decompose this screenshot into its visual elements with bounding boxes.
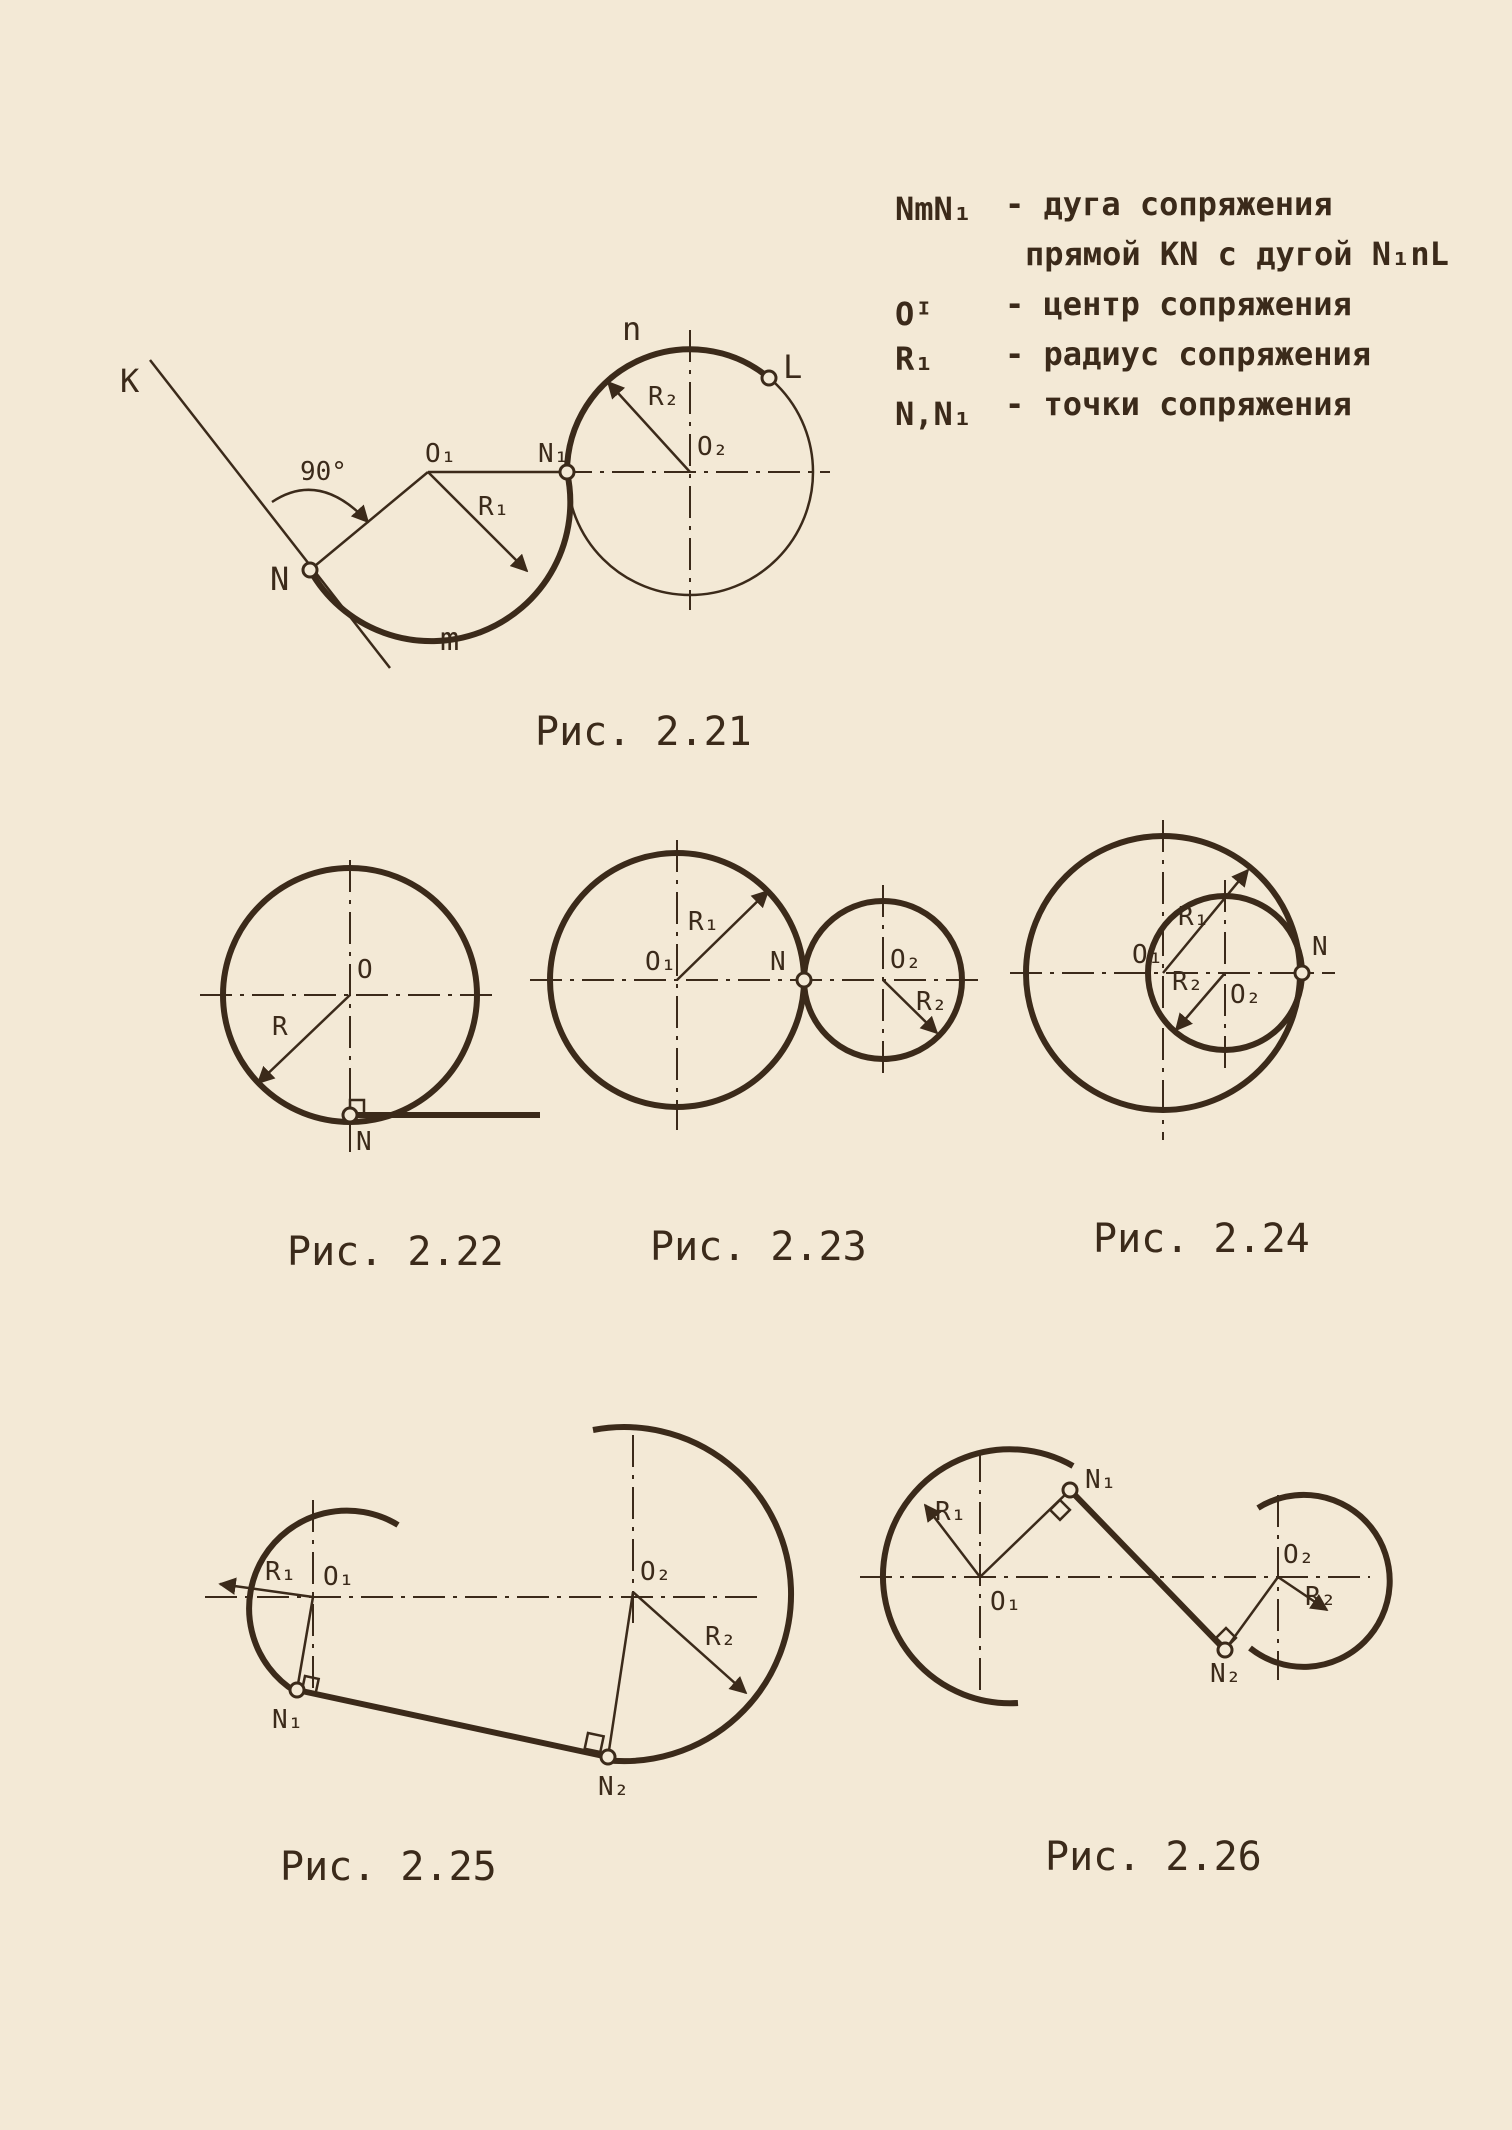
caption-2-22: Рис. 2.22 <box>287 1229 504 1275</box>
label-r1: R₁ <box>1178 902 1210 932</box>
angle-arc <box>272 490 368 522</box>
label-o2: O₂ <box>1230 980 1262 1010</box>
label-n1: N₁ <box>272 1705 304 1735</box>
figure-2-22 <box>200 860 540 1275</box>
label-n1: N₁ <box>538 439 570 469</box>
label-o: O <box>357 955 373 985</box>
legend <box>895 185 1449 433</box>
legend-desc-5: - точки сопряжения <box>1005 385 1352 423</box>
point-n <box>343 1108 357 1122</box>
label-o2: O₂ <box>1283 1540 1315 1570</box>
label-o2: O₂ <box>890 945 922 975</box>
figure-2-25 <box>205 1427 791 1890</box>
figure-2-26 <box>860 1449 1390 1880</box>
arc-nmn1 <box>310 472 570 641</box>
label-r2: R₂ <box>705 1622 737 1652</box>
radius-o2-n2 <box>608 1592 633 1757</box>
label-o2: O₂ <box>697 432 729 462</box>
legend-desc-2: прямой KN с дугой N₁nL <box>1025 235 1449 273</box>
legend-term-3: Oᴵ <box>895 295 934 333</box>
label-point-n: N <box>270 560 290 598</box>
label-o1: O₁ <box>645 947 677 977</box>
caption-2-23: Рис. 2.23 <box>650 1224 867 1270</box>
point-n2 <box>601 1750 615 1764</box>
label-o2: O₂ <box>640 1557 672 1587</box>
label-r1: R₁ <box>688 907 720 937</box>
point-n1 <box>1063 1483 1077 1497</box>
point-n <box>797 973 811 987</box>
arc-o2 <box>593 1427 791 1761</box>
figure-2-21 <box>120 310 830 755</box>
label-r2: R₂ <box>1305 1582 1337 1612</box>
label-r: R <box>272 1012 288 1042</box>
arc-o2 <box>1250 1495 1390 1667</box>
label-n1: N₁ <box>1085 1465 1117 1495</box>
caption-2-24: Рис. 2.24 <box>1093 1216 1310 1262</box>
label-n2: N₂ <box>598 1772 630 1802</box>
line-kn <box>150 360 390 668</box>
right-angle-mark-n2 <box>585 1733 604 1752</box>
label-o1: O₁ <box>990 1587 1022 1617</box>
label-n: n <box>622 310 642 348</box>
label-l: L <box>783 348 803 386</box>
arc-o1 <box>249 1511 398 1692</box>
label-r1: R₁ <box>265 1557 297 1587</box>
label-r1: R₁ <box>935 1497 967 1527</box>
label-r2: R₂ <box>1172 967 1204 997</box>
label-r1: R₁ <box>478 492 510 522</box>
caption-2-25: Рис. 2.25 <box>280 1844 497 1890</box>
point-n <box>1295 966 1309 980</box>
legend-desc-4: - радиус сопряжения <box>1005 335 1372 373</box>
label-o1: O₁ <box>1132 940 1164 970</box>
caption-2-21: Рис. 2.21 <box>535 709 752 755</box>
right-angle-mark-n1 <box>1050 1500 1070 1520</box>
label-n2: N₂ <box>1210 1659 1242 1689</box>
point-n2 <box>1218 1643 1232 1657</box>
label-r2: R₂ <box>916 987 948 1017</box>
radius-o2-n2 <box>1225 1577 1278 1650</box>
figure-2-24 <box>1010 820 1335 1262</box>
legend-desc-3: - центр сопряжения <box>1005 285 1352 323</box>
label-r2: R₂ <box>648 382 680 412</box>
legend-term-4: R₁ <box>895 340 934 378</box>
legend-term-1: NmN₁ <box>895 190 973 228</box>
point-n <box>303 563 317 577</box>
label-n: N <box>356 1127 372 1157</box>
legend-desc-1: - дуга сопряжения <box>1005 185 1333 223</box>
label-n: N <box>770 947 786 977</box>
label-n: N <box>1312 932 1328 962</box>
caption-2-26: Рис. 2.26 <box>1045 1834 1262 1880</box>
label-k: K <box>120 362 140 400</box>
point-l <box>762 371 776 385</box>
point-n1 <box>290 1683 304 1697</box>
label-o1: O₁ <box>323 1562 355 1592</box>
tangent-n1-n2 <box>297 1690 608 1757</box>
label-m: m <box>440 620 460 658</box>
figure-2-23 <box>530 840 985 1270</box>
label-90: 90° <box>300 457 347 487</box>
tangent-n1-n2 <box>1070 1490 1225 1650</box>
legend-term-5: N,N₁ <box>895 395 973 433</box>
label-o1: O₁ <box>425 439 457 469</box>
